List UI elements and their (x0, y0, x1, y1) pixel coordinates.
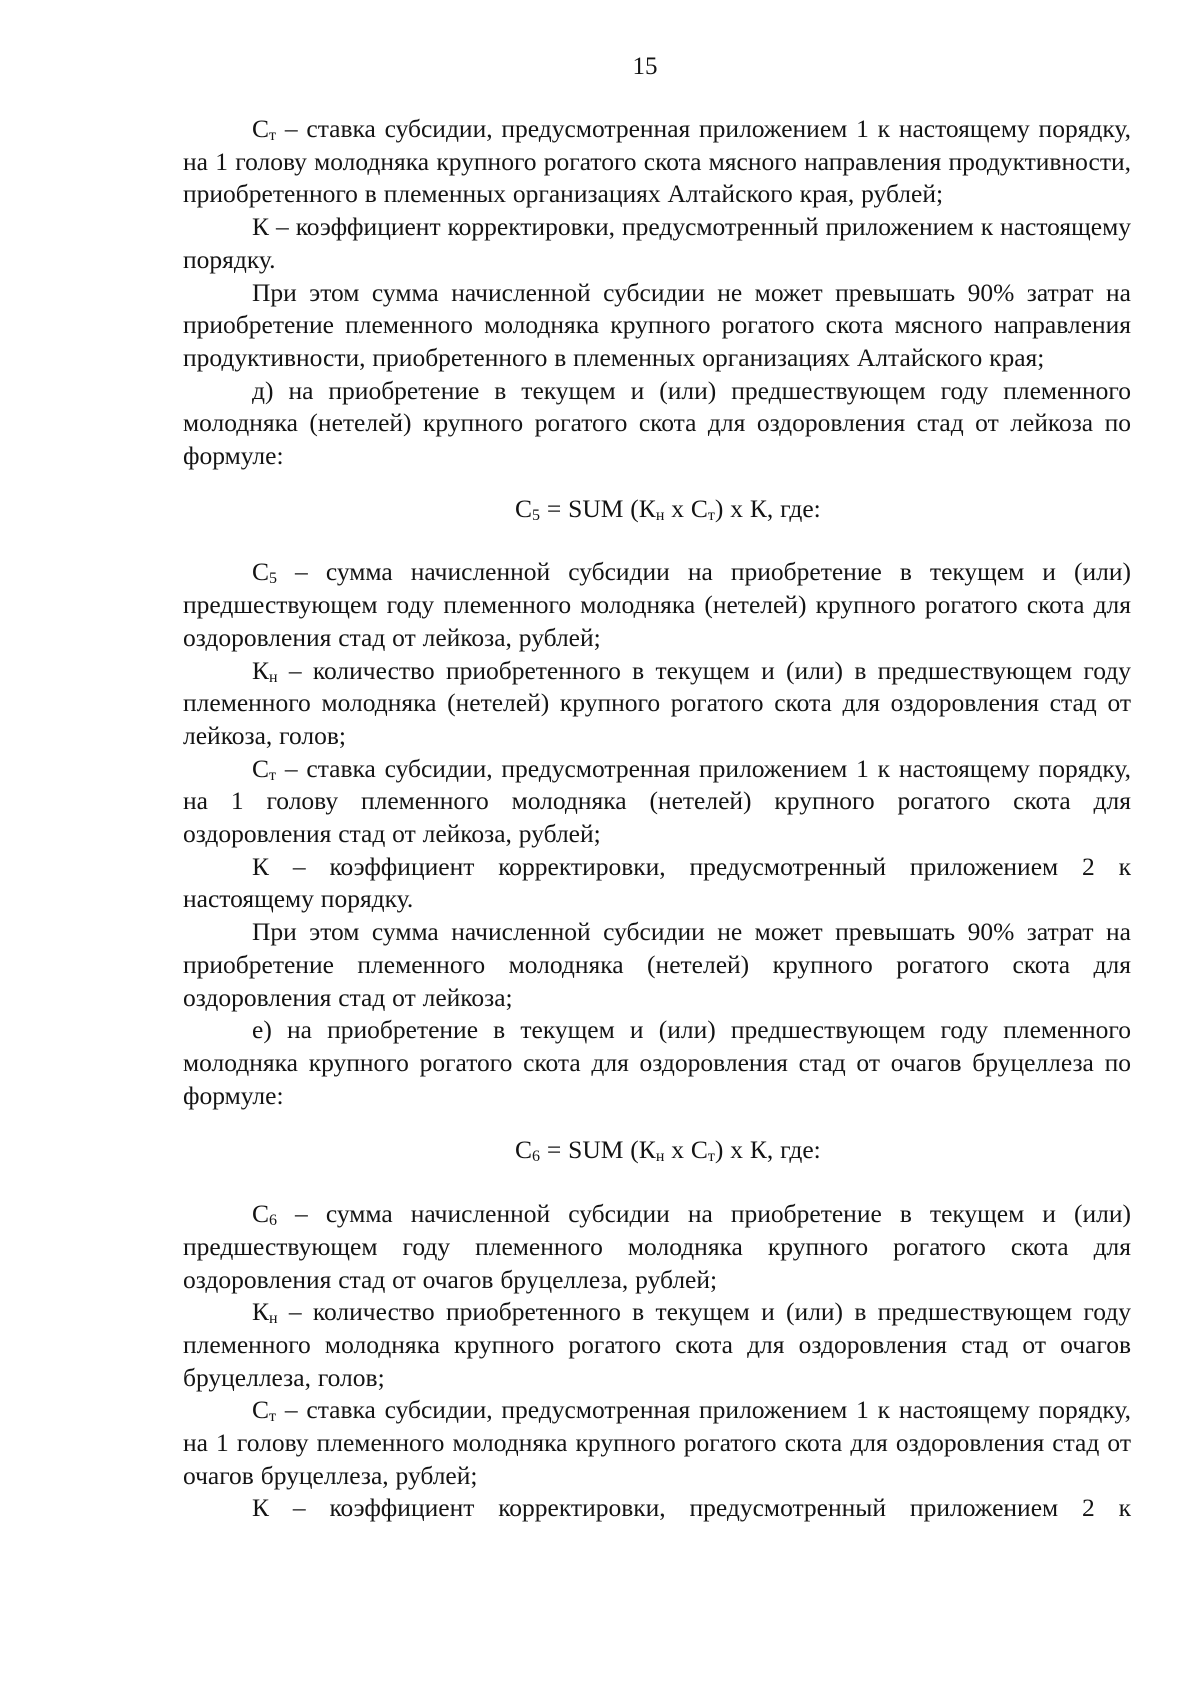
symbol-c: С (252, 1395, 270, 1425)
formula-part: = SUM ( (540, 493, 639, 523)
formula-c6 (183, 1112, 1131, 1198)
limit-paragraph-1: При этом сумма начисленной субсидии не может превышать 90% затрат на приобретение племенного молодняка крупного рогатого скота мясного направления продуктивности, приобретенного в племенных организациях Алтайского края; (183, 277, 1131, 372)
definition-k-1 (183, 211, 1131, 276)
symbol-c: С (690, 1135, 708, 1165)
symbol-k: К (252, 655, 270, 685)
symbol-c: С (690, 493, 708, 523)
subscript-n: н (269, 1310, 278, 1328)
definition-k-3 (183, 1492, 1131, 1525)
definition-kn-1 (183, 655, 1131, 753)
symbol-k: К (638, 493, 656, 523)
formula-part: , где: (766, 1135, 821, 1165)
definition-c5 (183, 556, 1131, 654)
definition-text: – ставка субсидии, предусмотренная приложением 1 к настоящему порядку, на 1 голову племенного молодняка (нетелей) крупного рогатого скота для оздоровления стад от лейкоза, рублей; (183, 753, 1131, 849)
subscript-t: т (269, 127, 277, 144)
definition-text: – коэффициент корректировки, предусмотренный приложением 2 к (269, 1493, 1131, 1523)
symbol-k: К (749, 1135, 767, 1165)
definition-text: – количество приобретенного в текущем и (или) в предшествующем году племенного молодняка крупного рогатого скота для оздоровления стад от очагов бруцеллеза, голов; (183, 1297, 1131, 1392)
symbol-k: К (252, 1297, 270, 1327)
item-d-paragraph: д) на приобретение в текущем и (или) предшествующем году племенного молодняка (нетелей) крупного рогатого скота для оздоровления стад от лейкоза по формуле: (183, 375, 1131, 471)
page-number: 15 (632, 53, 658, 80)
formula-part: = SUM ( (540, 1135, 639, 1165)
symbol-c: С (252, 753, 270, 783)
subscript-5: 5 (532, 506, 541, 524)
symbol-k: К (252, 1493, 270, 1523)
definition-k-2 (183, 851, 1131, 916)
definition-text: – сумма начисленной субсидии на приобретение в текущем и (или) предшествующем году племенного молодняка крупного рогатого скота для оздоровления стад от очагов бруцеллеза, рублей; (183, 1199, 1131, 1294)
formula-part: , где: (766, 493, 821, 523)
definition-text: – коэффициент корректировки, предусмотренный приложением 2 к настоящему порядку. (183, 851, 1131, 914)
formula-part: x (664, 493, 691, 523)
subscript-t: т (269, 766, 277, 784)
definition-c6 (183, 1198, 1131, 1296)
subscript-t: т (269, 1408, 277, 1426)
symbol-c: С (252, 114, 270, 143)
definition-ct-1 (183, 113, 1131, 211)
symbol-k: К (638, 1135, 656, 1165)
subscript-6: 6 (532, 1148, 541, 1166)
definition-ct-2 (183, 753, 1131, 851)
subscript-n: н (269, 668, 278, 686)
symbol-k: К (252, 851, 270, 881)
symbol-c: С (515, 1135, 533, 1165)
subscript-6: 6 (269, 1212, 278, 1230)
document-body (183, 113, 1131, 1525)
definition-text: – сумма начисленной субсидии на приобретение в текущем и (или) предшествующем году племенного молодняка (нетелей) крупного рогатого скота для оздоровления стад от лейкоза, рублей; (183, 557, 1131, 652)
subscript-5: 5 (269, 570, 278, 588)
formula-part: x (664, 1135, 691, 1165)
subscript-t: т (707, 506, 715, 524)
definition-kn-2 (183, 1296, 1131, 1394)
subscript-n: н (655, 1148, 665, 1166)
subscript-t: т (707, 1148, 715, 1166)
definition-ct-3 (183, 1394, 1131, 1492)
symbol-c: С (252, 1199, 270, 1229)
symbol-k: К (252, 212, 270, 242)
subscript-n: н (655, 506, 665, 524)
item-e-paragraph: е) на приобретение в текущем и (или) предшествующем году племенного молодняка крупного рогатого скота для оздоровления стад от очагов бруцеллеза по формуле: (183, 1015, 1131, 1110)
formula-c5 (183, 473, 1131, 557)
formula-part: ) x (714, 1135, 750, 1165)
limit-paragraph-2: При этом сумма начисленной субсидии не может превышать 90% затрат на приобретение племенного молодняка (нетелей) крупного рогатого скота для оздоровления стад от лейкоза; (183, 917, 1131, 1012)
symbol-c: С (252, 557, 270, 587)
symbol-c: С (515, 493, 533, 523)
definition-text: – ставка субсидии, предусмотренная приложением 1 к настоящему порядку, на 1 голову племенного молодняка крупного рогатого скота для оздоровления стад от очагов бруцеллеза, рублей; (183, 1395, 1131, 1490)
formula-part: ) x (714, 493, 750, 523)
definition-text: – коэффициент корректировки, предусмотренный приложением к настоящему порядку. (183, 212, 1131, 274)
definition-text: – ставка субсидии, предусмотренная приложением 1 к настоящему порядку, на 1 голову молодняка крупного рогатого скота мясного направления продуктивности, приобретенного в племенных организациях Алтайского края, рублей; (183, 114, 1131, 209)
definition-text: – количество приобретенного в текущем и (или) в предшествующем году племенного молодняка (нетелей) крупного рогатого скота для оздоровления стад от лейкоза, голов; (183, 655, 1131, 750)
symbol-k: К (749, 493, 767, 523)
